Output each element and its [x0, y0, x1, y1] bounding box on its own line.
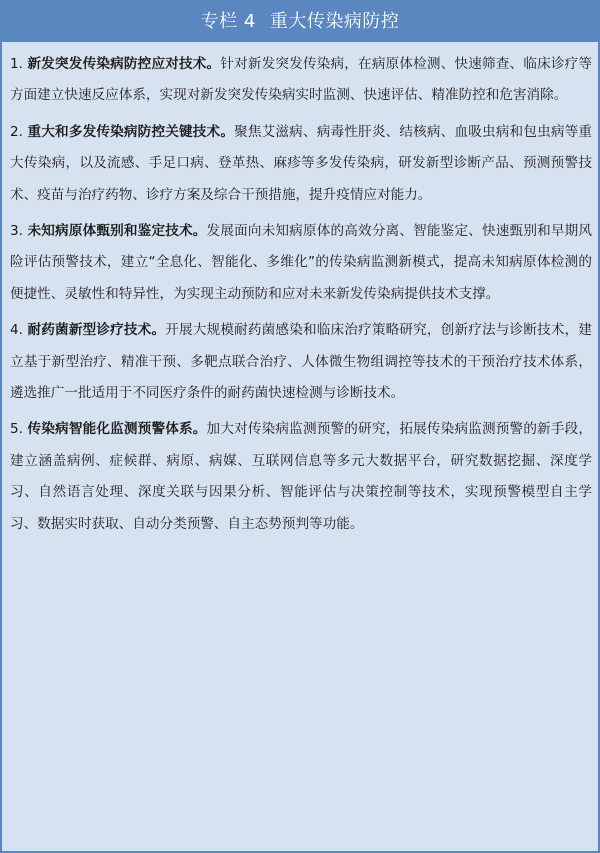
box-body [2, 42, 598, 540]
item-number: 2. [10, 123, 23, 140]
item-text: 针对新发突发传染病，在病原体检测、快速筛查、临床诊疗等方面建立快速反应体系，实现对新发突发传染病实时监测、快速评估、精准防控和危害消除。 [10, 56, 593, 104]
item-text: 加大对传染病监测预警的研究，拓展传染病监测预警的新手段，建立涵盖病例、症候群、病原、病媒、互联网信息等多元大数据平台，研究数据挖掘、深度学习、自然语言处理、深度关联与因果分析、智能评估与决策控制等技术，实现预警模型自主学习、数据实时获取、自动分类预警、自主态势预判等功能。 [10, 421, 593, 532]
list-item [10, 117, 592, 211]
item-number: 4. [10, 322, 23, 339]
box-title: 重大传染病防控 [269, 11, 400, 32]
item-title: 重大和多发传染病防控关键技术。 [27, 123, 235, 140]
item-title: 未知病原体甄别和鉴定技术。 [27, 223, 207, 240]
list-item [10, 414, 592, 540]
item-title: 耐药菌新型诊疗技术。 [27, 322, 166, 339]
item-title: 传染病智能化监测预警体系。 [27, 421, 207, 438]
item-text: 发展面向未知病原体的高效分离、智能鉴定、快速甄别和早期风险评估预警技术，建立“全息化、智能化、多维化”的传染病监测新模式，提高未知病原体检测的便捷性、灵敏性和特异性，为实现主动预防和应对未来新发传染病提供技术支撑。 [10, 223, 593, 302]
box-number: 专栏 4 [200, 11, 256, 32]
box-header [2, 2, 598, 42]
list-item [10, 49, 592, 112]
item-number: 1. [10, 56, 23, 72]
item-number: 5. [10, 421, 23, 438]
item-title: 新发突发传染病防控应对技术。 [27, 56, 221, 72]
item-number: 3. [10, 223, 23, 240]
item-text: 聚焦艾滋病、病毒性肝炎、结核病、血吸虫病和包虫病等重大传染病，以及流感、手足口病、登革热、麻疹等多发传染病，研发新型诊断产品、预测预警技术、疫苗与治疗药物、诊疗方案及综合干预措施，提升疫情应对能力。 [10, 123, 593, 203]
list-item [10, 216, 592, 310]
item-text: 开展大规模耐药菌感染和临床治疗策略研究，创新疗法与诊断技术，建立基于新型治疗、精准干预、多靶点联合治疗、人体微生物组调控等技术的干预治疗技术体系，遴选推广一批适用于不同医疗条件的耐药菌快速检测与诊断技术。 [10, 322, 593, 402]
list-item [10, 315, 592, 409]
